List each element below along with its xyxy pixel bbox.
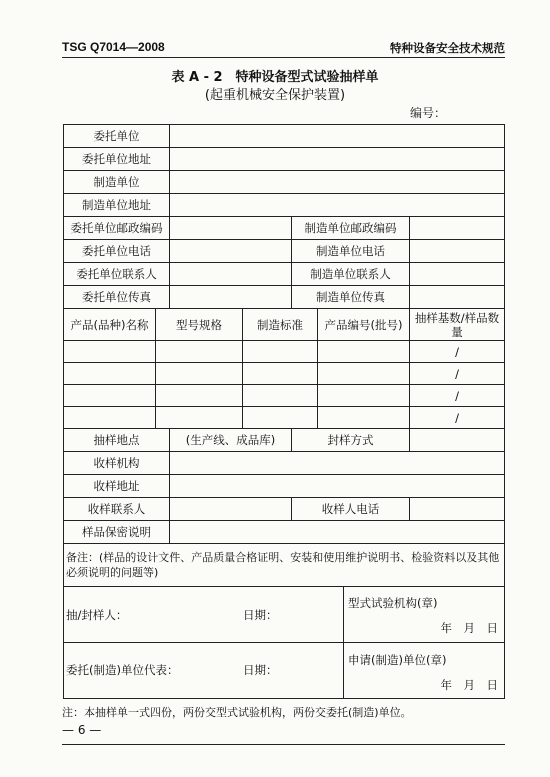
test-org-date: 年 月 日 xyxy=(440,621,498,635)
value-recv-addr[interactable] xyxy=(170,475,505,498)
label-client-tel: 委托单位电话 xyxy=(64,240,170,263)
footnote: 注：本抽样单一式四份，两份交型式试验机构，两份交委托(制造)单位。 xyxy=(62,706,412,719)
product-row xyxy=(64,407,505,429)
product-row xyxy=(64,363,505,385)
th-standard: 制造标准 xyxy=(243,309,318,341)
page-number: — 6 — xyxy=(62,723,102,737)
value-maker-fax[interactable] xyxy=(410,286,505,309)
value-recv-org[interactable] xyxy=(170,452,505,475)
label-maker-contact: 制造单位联系人 xyxy=(292,263,410,286)
row-fax xyxy=(64,286,505,309)
cell-standard[interactable] xyxy=(243,407,318,429)
product-row xyxy=(64,341,505,363)
label-recv-contact: 收样联系人 xyxy=(64,498,170,521)
th-serial: 产品编号(批号) xyxy=(318,309,410,341)
cell-name[interactable] xyxy=(64,385,156,407)
row-recv-org xyxy=(64,452,505,475)
value-client[interactable] xyxy=(170,125,505,148)
applicant-date: 年 月 日 xyxy=(440,678,498,692)
value-maker-contact[interactable] xyxy=(410,263,505,286)
row-recv-contact xyxy=(64,498,505,521)
form-subtitle: (起重机械安全保护装置) xyxy=(204,88,346,103)
label-secret: 样品保密说明 xyxy=(64,521,170,544)
label-client-addr: 委托单位地址 xyxy=(64,148,170,171)
label-client: 委托单位 xyxy=(64,125,170,148)
label-place: 抽样地点 xyxy=(64,429,170,452)
row-place xyxy=(64,429,505,452)
label-maker-tel: 制造单位电话 xyxy=(292,240,410,263)
label-maker: 制造单位 xyxy=(64,171,170,194)
cell-model[interactable] xyxy=(156,363,243,385)
cell-qty[interactable]: / xyxy=(410,363,505,385)
row-secret xyxy=(64,521,505,544)
th-model: 型号规格 xyxy=(156,309,243,341)
value-place[interactable]: (生产线、成品库) xyxy=(170,429,292,452)
client-rep-date-label: 日期： xyxy=(243,663,278,677)
cell-name[interactable] xyxy=(64,407,156,429)
sampler-label: 抽/封样人： xyxy=(66,608,128,622)
client-rep-label: 委托(制造)单位代表： xyxy=(66,663,179,677)
label-maker-addr: 制造单位地址 xyxy=(64,194,170,217)
page-header xyxy=(62,40,505,58)
value-maker-tel[interactable] xyxy=(410,240,505,263)
cell-name[interactable] xyxy=(64,363,156,385)
row-postcode xyxy=(64,217,505,240)
label-recv-org: 收样机构 xyxy=(64,452,170,475)
footer-rule xyxy=(62,744,505,745)
cell-qty[interactable]: / xyxy=(410,341,505,363)
product-header-row xyxy=(64,309,505,341)
value-secret[interactable] xyxy=(170,521,505,544)
cell-standard[interactable] xyxy=(243,341,318,363)
row-contact xyxy=(64,263,505,286)
label-recv-addr: 收样地址 xyxy=(64,475,170,498)
number-label: 编号： xyxy=(410,106,447,120)
row-client-addr xyxy=(64,148,505,171)
product-row xyxy=(64,385,505,407)
row-client xyxy=(64,125,505,148)
standard-code: TSG Q7014—2008 xyxy=(62,40,165,54)
cell-serial[interactable] xyxy=(318,407,410,429)
test-org-label: 型式试验机构(章) xyxy=(348,596,438,610)
th-product-name: 产品(品种)名称 xyxy=(64,309,156,341)
test-org-cell[interactable] xyxy=(344,587,505,643)
cell-qty[interactable]: / xyxy=(410,407,505,429)
value-client-post[interactable] xyxy=(170,217,292,240)
value-client-contact[interactable] xyxy=(170,263,292,286)
label-recv-tel: 收样人电话 xyxy=(292,498,410,521)
row-tel xyxy=(64,240,505,263)
value-recv-contact[interactable] xyxy=(170,498,292,521)
th-sample-qty: 抽样基数/样品数量 xyxy=(410,309,505,341)
cell-model[interactable] xyxy=(156,407,243,429)
cell-standard[interactable] xyxy=(243,363,318,385)
label-maker-post: 制造单位邮政编码 xyxy=(292,217,410,240)
label-client-fax: 委托单位传真 xyxy=(64,286,170,309)
applicant-cell[interactable] xyxy=(344,643,505,699)
label-client-post: 委托单位邮政编码 xyxy=(64,217,170,240)
cell-serial[interactable] xyxy=(318,385,410,407)
row-maker-addr xyxy=(64,194,505,217)
value-client-fax[interactable] xyxy=(170,286,292,309)
label-seal: 封样方式 xyxy=(292,429,410,452)
label-maker-fax: 制造单位传真 xyxy=(292,286,410,309)
label-client-contact: 委托单位联系人 xyxy=(64,263,170,286)
row-maker xyxy=(64,171,505,194)
row-client-rep xyxy=(64,643,505,699)
form-title: 表 A - 2 特种设备型式试验抽样单 xyxy=(171,70,379,85)
value-recv-tel[interactable] xyxy=(410,498,505,521)
value-seal[interactable] xyxy=(410,429,505,452)
cell-standard[interactable] xyxy=(243,385,318,407)
value-maker-post[interactable] xyxy=(410,217,505,240)
cell-serial[interactable] xyxy=(318,341,410,363)
row-note xyxy=(64,544,505,587)
applicant-label: 申请(制造)单位(章) xyxy=(348,653,447,667)
cell-qty[interactable]: / xyxy=(410,385,505,407)
cell-name[interactable] xyxy=(64,341,156,363)
row-recv-addr xyxy=(64,475,505,498)
sampler-cell[interactable] xyxy=(64,587,344,643)
cell-model[interactable] xyxy=(156,385,243,407)
header-rule xyxy=(62,57,505,58)
cell-serial[interactable] xyxy=(318,363,410,385)
note-text: 备注：(样品的设计文件、产品质量合格证明、安装和使用维护说明书、检验资料以及其他必须说明的问题等) xyxy=(64,544,505,587)
sampler-date-label: 日期： xyxy=(243,608,278,622)
value-maker-addr[interactable] xyxy=(170,194,505,217)
cell-model[interactable] xyxy=(156,341,243,363)
value-client-addr[interactable] xyxy=(170,148,505,171)
value-client-tel[interactable] xyxy=(170,240,292,263)
client-rep-cell[interactable] xyxy=(64,643,344,699)
header-title: 特种设备安全技术规范 xyxy=(390,41,505,55)
value-maker[interactable] xyxy=(170,171,505,194)
row-sampler xyxy=(64,587,505,643)
sampling-form-table xyxy=(63,124,505,699)
